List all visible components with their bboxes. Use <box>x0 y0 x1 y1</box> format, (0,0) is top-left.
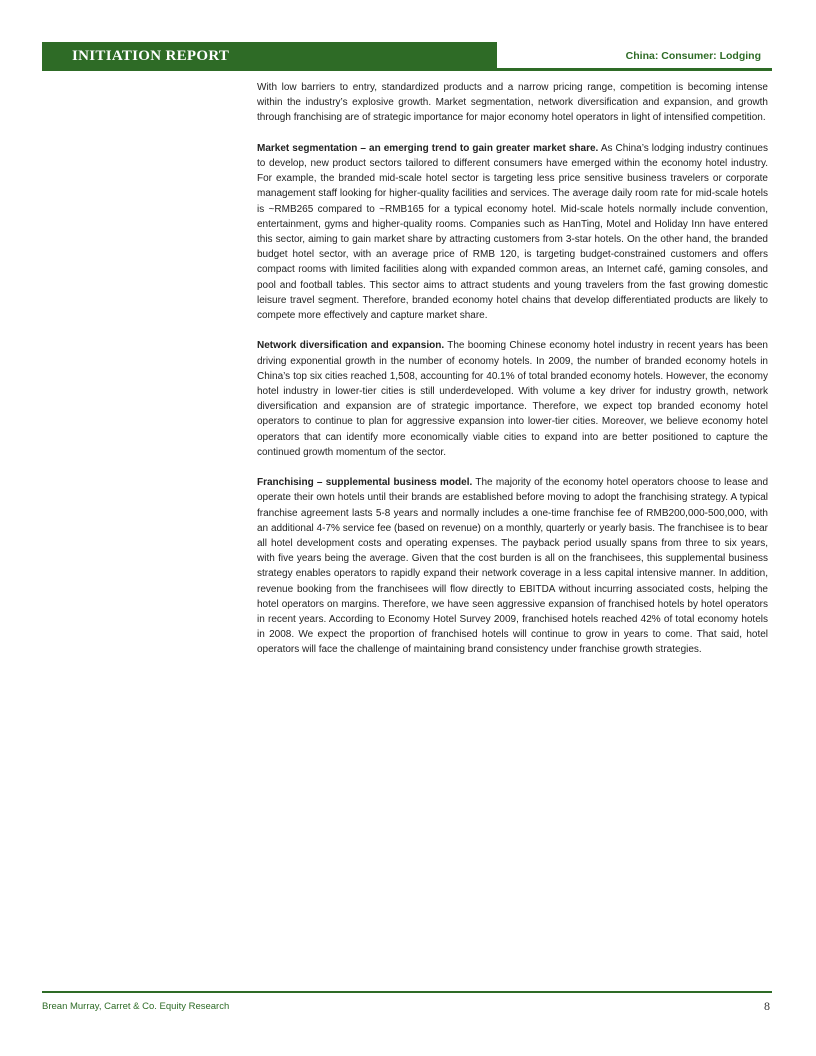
header-divider <box>497 68 772 71</box>
section-network-diversification <box>257 338 768 460</box>
footer-firm-name: Brean Murray, Carret & Co. Equity Research <box>42 1001 230 1012</box>
section-text: The booming Chinese economy hotel industry in recent years has been driving exponential growth in the number of economy hotels. In 2009, the number of branded economy hotels in China’s top six cities reached 1,508, accounting for 40.1% of total branded economy hotels. However, the economy hotel industry in lower-tier cities is still underdeveloped. With volume a key driver for industry growth, network diversification and expansion are of strategic importance. Therefore, we expect top branded economy hotel operators to continue to plan for aggressive expansion into lower-tier cities. Moreover, we believe economy hotel operators that can identify more economically viable cities to expand into are better positioned to capture the continued growth momentum of the sector. <box>257 340 768 458</box>
section-text: The majority of the economy hotel operators choose to lease and operate their own hotels until their brands are established before moving to adopt the franchising strategy. A typical franchise agreement lasts 5-8 years and normally includes a one-time franchise fee of RMB200,000-500,000, with an additional 4-7% service fee (based on revenue) on a monthly, quarterly or yearly basis. The franchisee is to bear all hotel development costs and operating expenses. The payback period usually spans from three to six years, with five years being the average. Given that the cost burden is all on the franchisees, this supplemental business strategy enables operators to rapidly expand their network coverage in a less capital intensive manner. In addition, revenue booking from the franchisees will flow directly to EBITDA without incurring associated costs, helping the hotel operators on margins. Therefore, we have seen aggressive expansion of franchised hotels by hotel operators in recent years. According to Economy Hotel Survey 2009, franchised hotels reached 42% of total economy hotels in 2008. We expect the proportion of franchised hotels will continue to grow in years to come. That said, hotel operators will face the challenge of maintaining brand consistency under franchise growth strategies. <box>257 477 769 656</box>
intro-paragraph: With low barriers to entry, standardized products and a narrow pricing range, competition is becoming intense within the industry’s explosive growth. Market segmentation, network diversification and expansion, and growth through franchising are of strategic importance for major economy hotel operators in light of intensified competition. <box>257 82 768 124</box>
section-heading: Franchising – supplemental business model. <box>257 477 473 489</box>
section-franchising <box>257 475 768 657</box>
report-type-banner <box>42 42 497 71</box>
section-heading: Market segmentation – an emerging trend to gain greater market share. <box>257 142 599 154</box>
page-number: 8 <box>764 999 770 1013</box>
report-type-label: INITIATION REPORT <box>72 48 230 64</box>
footer-divider <box>42 991 772 993</box>
section-heading: Network diversification and expansion. <box>257 340 445 352</box>
report-body <box>257 80 768 673</box>
section-market-segmentation <box>257 141 768 323</box>
section-text: As China’s lodging industry continues to develop, new product sectors tailored to different consumers have emerged within the economy hotel industry. For example, the branded mid-scale hotel sector is targeting less price sensitive business travelers or corporate management staff looking for higher-quality facilities and services. The average daily room rate for mid-scale hotels is ~RMB265 compared to ~RMB165 for a typical economy hotel. Mid-scale hotels normally include convention, entertainment, gyms and higher-quality rooms. Companies such as HanTing, Motel and Holiday Inn have entered this sector, aiming to gain market share by attracting customers from 3-star hotels. On the other hand, the branded budget hotel sector, with an average price of RMB 120, is targeting budget-constrained customers and offers compact rooms with limited facilities along with expanded common areas, an Internet café, gaming consoles, and pool and football tables. This sector aims to attract students and young travelers from the fast growing domestic leisure travel segment. Therefore, branded economy hotel chains that develop differentiated products are likely to compete more effectively and capture market share. <box>257 142 768 322</box>
sector-label: China: Consumer: Lodging <box>625 50 761 62</box>
